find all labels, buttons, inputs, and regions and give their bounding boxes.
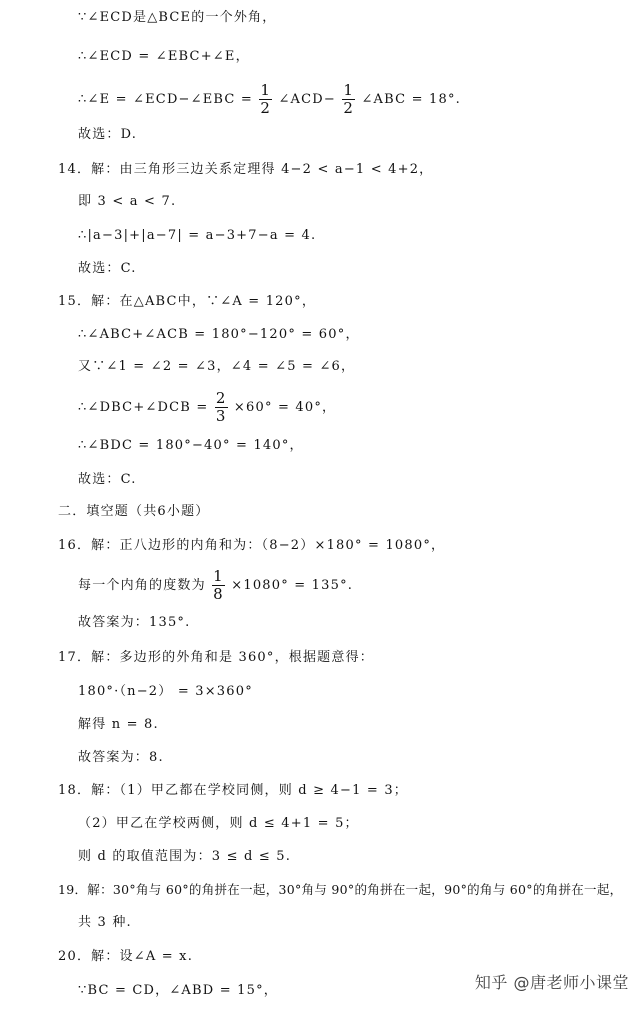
- text-line: ∵BC = CD，∠ABD = 15°，: [78, 983, 278, 998]
- text-line: 15．解：在△ABC中，∵∠A = 120°，: [58, 294, 317, 309]
- text-line: 16．解：正八边形的内角和为：（8−2）×180° = 1080°，: [58, 538, 446, 553]
- fraction: $\frac{1}{2}$: [260, 81, 272, 117]
- text-line: 解得 n = 8.: [78, 717, 159, 732]
- text-line: 20．解：设∠A = x.: [58, 949, 194, 964]
- text-line: 180°·（n−2） = 3×360°: [78, 684, 253, 699]
- text-line: 18．解：（1）甲乙都在学校同侧，则 d ≥ 4−1 = 3；: [58, 783, 408, 798]
- text-line: （2）甲乙在学校两侧，则 d ≤ 4+1 = 5；: [78, 816, 359, 831]
- text-line: 故选：C.: [78, 472, 137, 487]
- watermark: 知乎 @唐老师小课堂: [474, 973, 629, 992]
- text-line: ∴|a−3|+|a−7| = a−3+7−a = 4.: [78, 228, 317, 243]
- text-line: 19．解：30°角与 60°的角拼在一起，30°角与 90°的角拼在一起，90°的角与 60°的角拼在一起，: [58, 882, 623, 897]
- text-line: ∴∠ABC+∠ACB = 180°−120° = 60°，: [78, 327, 360, 342]
- text-line: 即 3 < a < 7.: [78, 194, 177, 209]
- text-line: 14．解：由三角形三边关系定理得 4−2 < a−1 < 4+2，: [58, 162, 434, 177]
- fraction: $\frac{1}{2}$: [343, 81, 355, 117]
- formula-line: 每一个内角的度数为 $\frac{1}{8}$ ×1080° = 135°.: [78, 567, 354, 603]
- text-line: 故选：C.: [78, 261, 137, 276]
- text-line: 又∵∠1 = ∠2 = ∠3，∠4 = ∠5 = ∠6，: [78, 359, 356, 374]
- text-line: 故答案为：135°.: [78, 615, 191, 630]
- text-line: ∴∠BDC = 180°−40° = 140°，: [78, 438, 304, 453]
- text-line: 共 3 种.: [78, 915, 132, 930]
- formula-line: ∴∠DBC+∠DCB = $\frac{2}{3}$ ×60° = 40°，: [78, 389, 337, 425]
- fraction: $\frac{2}{3}$: [215, 389, 227, 425]
- fraction: $\frac{1}{8}$: [213, 567, 224, 603]
- text-line: 则 d 的取值范围为：3 ≤ d ≤ 5.: [78, 849, 292, 864]
- text-line: 故选：D.: [78, 127, 138, 142]
- text-line: 故答案为：8.: [78, 750, 164, 765]
- formula-line: ∴∠E = ∠ECD−∠EBC = $\frac{1}{2}$ ∠ACD− $\frac{1}{2}$ ∠ABC = 18°.: [78, 81, 461, 117]
- text-line: ∵∠ECD是△BCE的一个外角，: [78, 10, 277, 25]
- section-heading: 二．填空题（共6小题）: [58, 504, 210, 519]
- text-line: 17．解：多边形的外角和是 360°，根据题意得：: [58, 650, 374, 665]
- text-line: ∴∠ECD = ∠EBC+∠E，: [78, 49, 250, 64]
